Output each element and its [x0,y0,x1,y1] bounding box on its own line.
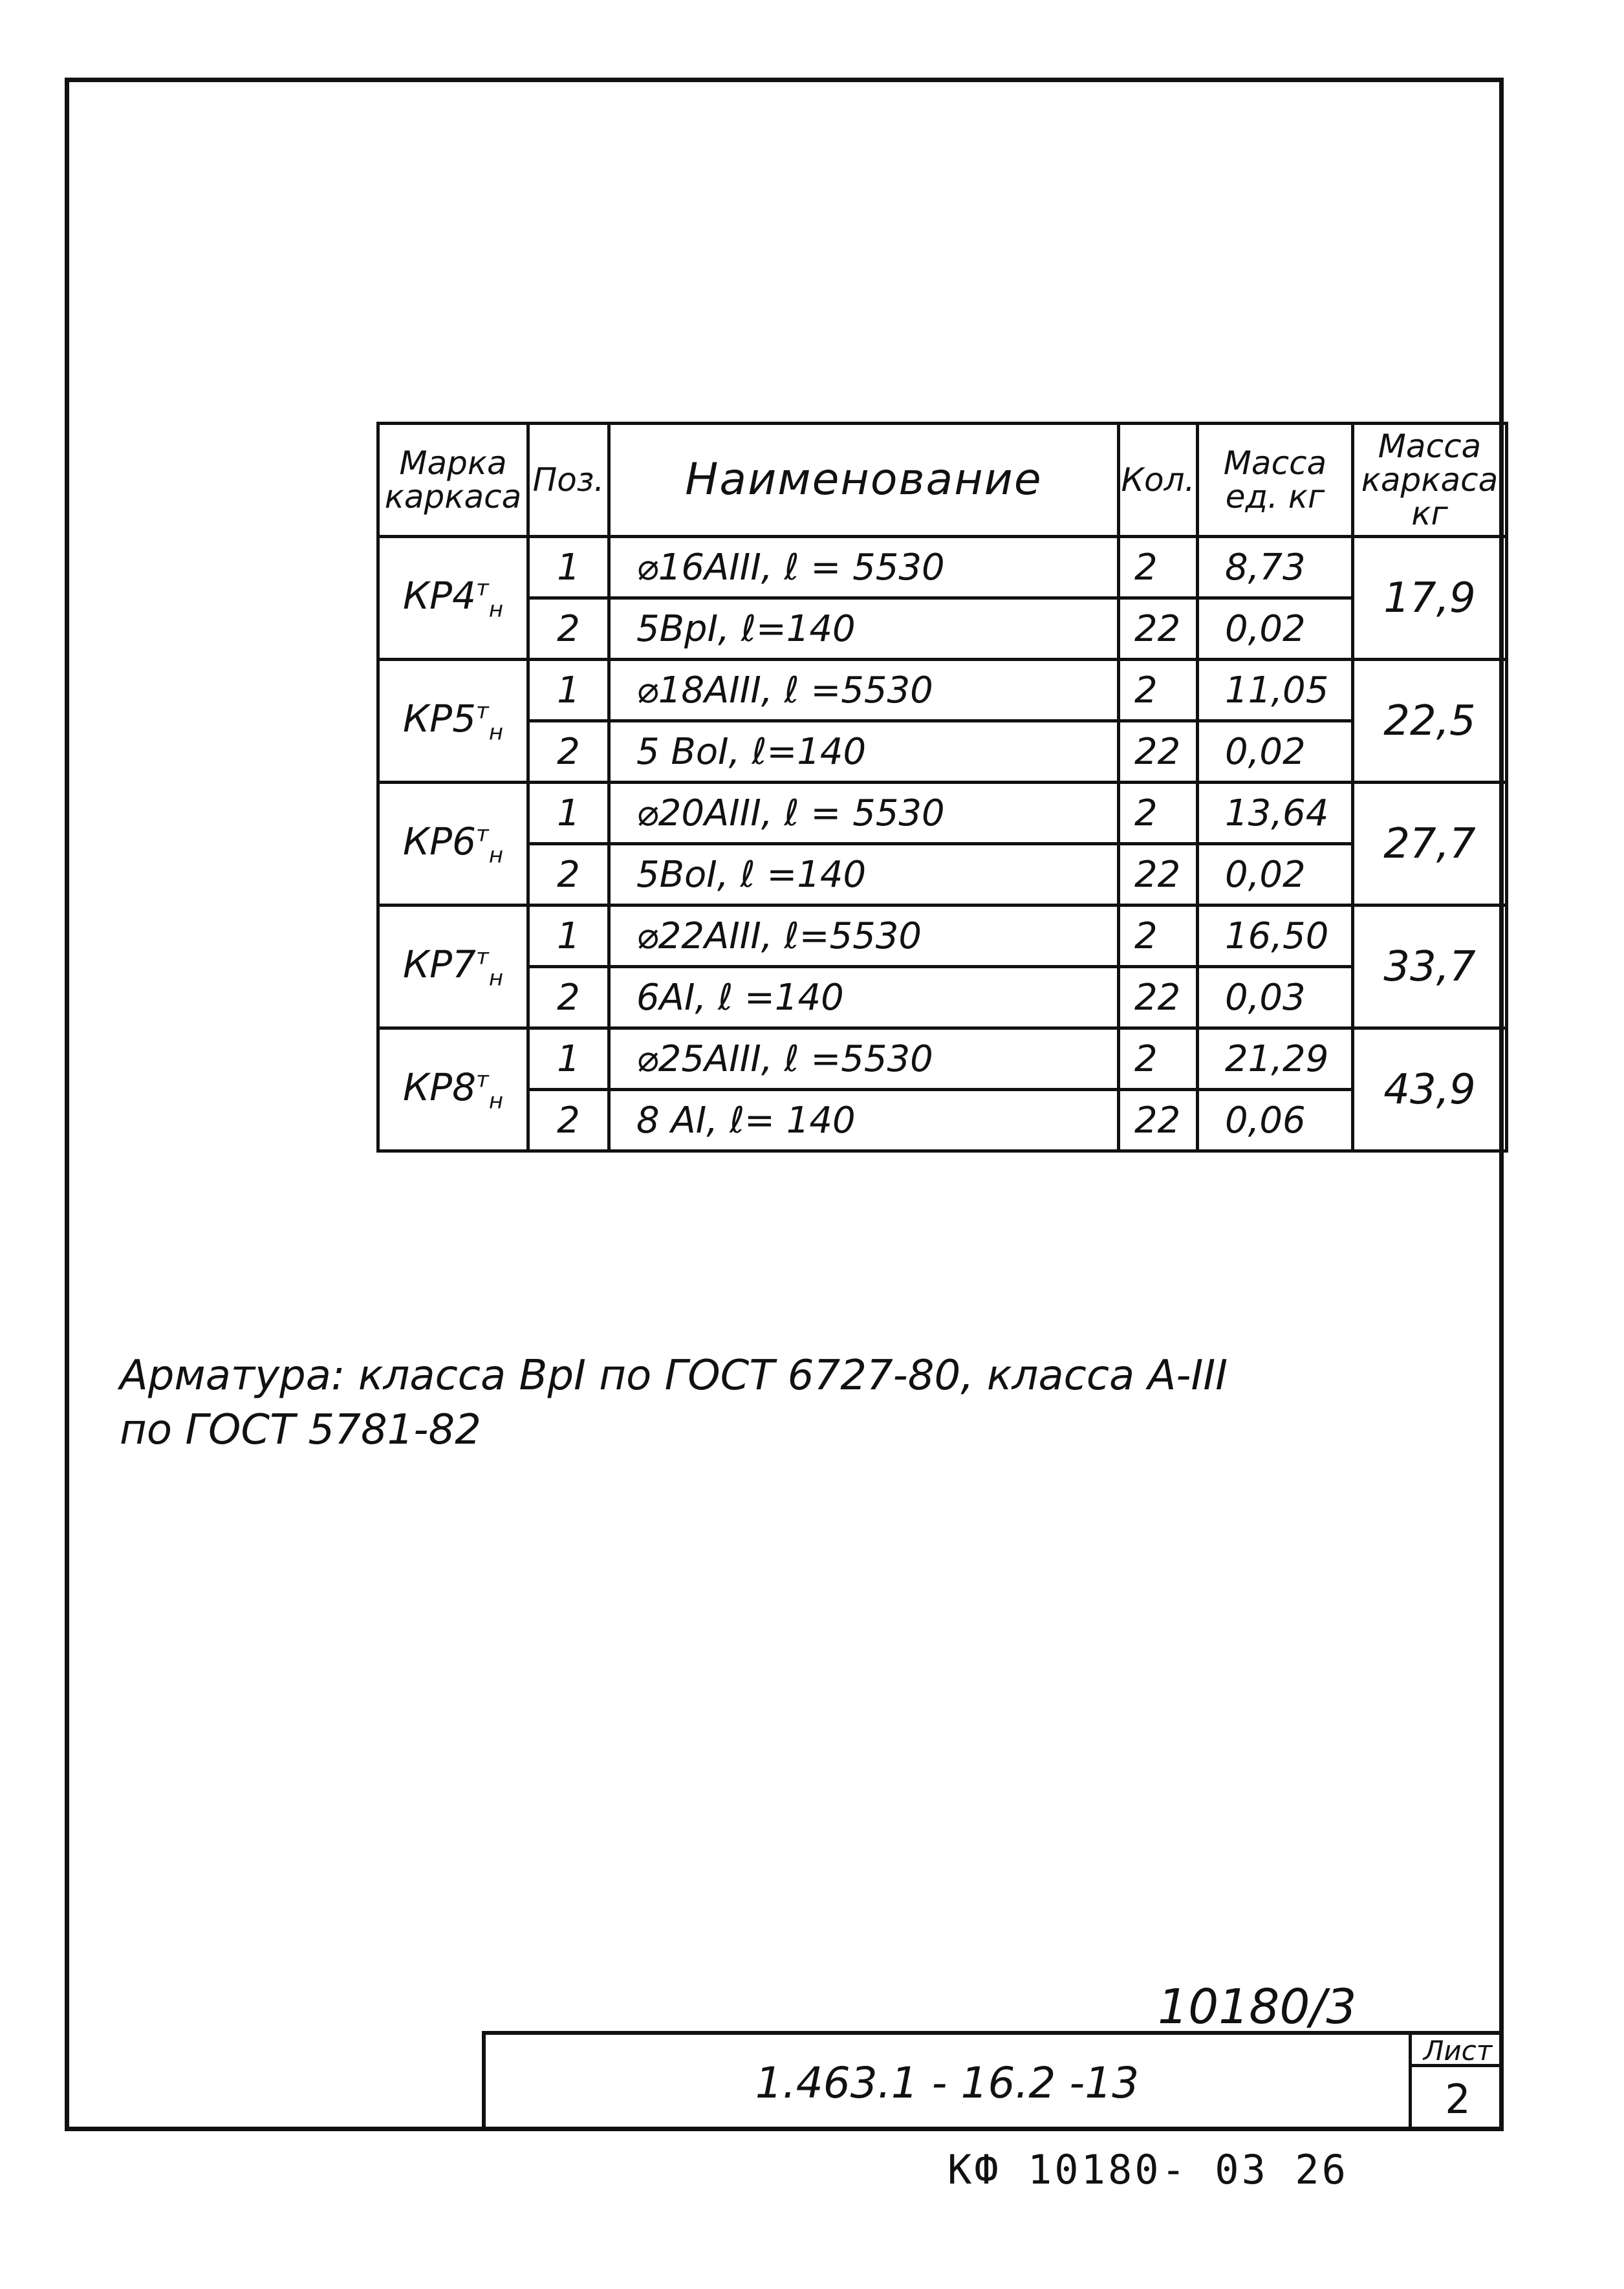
unit-mass-cell: 0,02 [1198,598,1353,660]
table-row [378,1090,1507,1151]
position-cell: 2 [528,598,609,660]
sheet-label: Лист [1412,2035,1504,2067]
inventory-number: 10180/3 [1158,1979,1357,2035]
frame-mark-sub: н [488,842,504,869]
table-row [378,967,1507,1028]
name-cell: ⌀25АIII, ℓ =5530 [609,1028,1119,1090]
unit-mass-cell: 0,02 [1198,844,1353,906]
frame-mark-cell [378,660,528,783]
position-cell: 2 [528,844,609,906]
quantity-cell: 2 [1119,537,1198,598]
frame-mark: КР7 [402,942,476,986]
frame-mark-cell [378,1028,528,1151]
frame-mark-sup: т [476,698,489,724]
name-cell: 5 ВоI, ℓ=140 [609,721,1119,783]
table-row [378,844,1507,906]
unit-mass-cell: 0,06 [1198,1090,1353,1151]
frame-mark-sup: т [476,821,489,847]
name-cell: 8 АI, ℓ= 140 [609,1090,1119,1151]
frame-mass-cell: 43,9 [1353,1028,1507,1151]
table-row [378,721,1507,783]
header-frame-mass: Масса каркаса кг [1353,424,1507,537]
frame-mark-sup: т [476,944,489,970]
name-cell: ⌀20АIII, ℓ = 5530 [609,783,1119,844]
frame-mark-sub: н [488,1088,504,1114]
name-cell: ⌀16АIII, ℓ = 5530 [609,537,1119,598]
frame-mass-cell: 22,5 [1353,660,1507,783]
frame-mark: КР6 [402,819,476,863]
position-cell: 2 [528,967,609,1028]
position-cell: 2 [528,721,609,783]
unit-mass-cell: 21,29 [1198,1028,1353,1090]
quantity-cell: 2 [1119,783,1198,844]
quantity-cell: 2 [1119,1028,1198,1090]
frame-mark-cell [378,537,528,660]
position-cell: 2 [528,1090,609,1151]
quantity-cell: 22 [1119,844,1198,906]
position-cell: 1 [528,783,609,844]
frame-mark-sup: т [476,575,489,602]
header-qty: Кол. [1119,424,1198,537]
header-unit-mass: Масса ед. кг [1198,424,1353,537]
unit-mass-cell: 0,03 [1198,967,1353,1028]
name-cell: 6АI, ℓ =140 [609,967,1119,1028]
table-header-row [378,424,1507,537]
position-cell: 1 [528,537,609,598]
frame-mark-cell [378,906,528,1028]
frame-mass-cell: 17,9 [1353,537,1507,660]
table-row [378,537,1507,598]
unit-mass-cell: 0,02 [1198,721,1353,783]
position-cell: 1 [528,660,609,721]
table-row [378,906,1507,967]
unit-mass-cell: 8,73 [1198,537,1353,598]
specification-table [376,422,1508,1153]
frame-mark: КР4 [402,573,476,618]
frame-mass-cell: 33,7 [1353,906,1507,1028]
header-name: Наименование [609,424,1119,537]
frame-mark-sub: н [488,596,504,623]
quantity-cell: 22 [1119,967,1198,1028]
note-line-2: по ГОСТ 5781-82 [120,1406,481,1454]
name-cell: ⌀22АIII, ℓ=5530 [609,906,1119,967]
frame-mark-sup: т [476,1067,489,1093]
frame-mark: КР8 [402,1065,476,1109]
unit-mass-cell: 13,64 [1198,783,1353,844]
quantity-cell: 2 [1119,906,1198,967]
position-cell: 1 [528,906,609,967]
name-cell: 5ВоI, ℓ =140 [609,844,1119,906]
name-cell: 5ВрI, ℓ=140 [609,598,1119,660]
note-line-1: Арматура: класса ВрI по ГОСТ 6727-80, класса А-III [120,1352,1228,1400]
sheet-number: 2 [1445,2076,1471,2123]
header-pos: Поз. [528,424,609,537]
frame-mark-cell [378,783,528,906]
reinforcement-note [120,1349,1413,1457]
frame-mark: КР5 [402,696,476,741]
quantity-cell: 22 [1119,721,1198,783]
document-code: 1.463.1 - 16.2 -13 [486,2035,1412,2131]
table-row [378,783,1507,844]
table-row [378,660,1507,721]
unit-mass-cell: 16,50 [1198,906,1353,967]
frame-mass-cell: 27,7 [1353,783,1507,906]
quantity-cell: 2 [1119,660,1198,721]
unit-mass-cell: 11,05 [1198,660,1353,721]
quantity-cell: 22 [1119,1090,1198,1151]
title-block [482,2031,1504,2131]
header-mark: Марка каркаса [378,424,528,537]
name-cell: ⌀18АIII, ℓ =5530 [609,660,1119,721]
position-cell: 1 [528,1028,609,1090]
frame-mark-sub: н [488,719,504,746]
table-row [378,598,1507,660]
table-row [378,1028,1507,1090]
archive-stamp: КФ 10180- 03 26 [947,2146,1348,2193]
frame-mark-sub: н [488,965,504,992]
quantity-cell: 22 [1119,598,1198,660]
